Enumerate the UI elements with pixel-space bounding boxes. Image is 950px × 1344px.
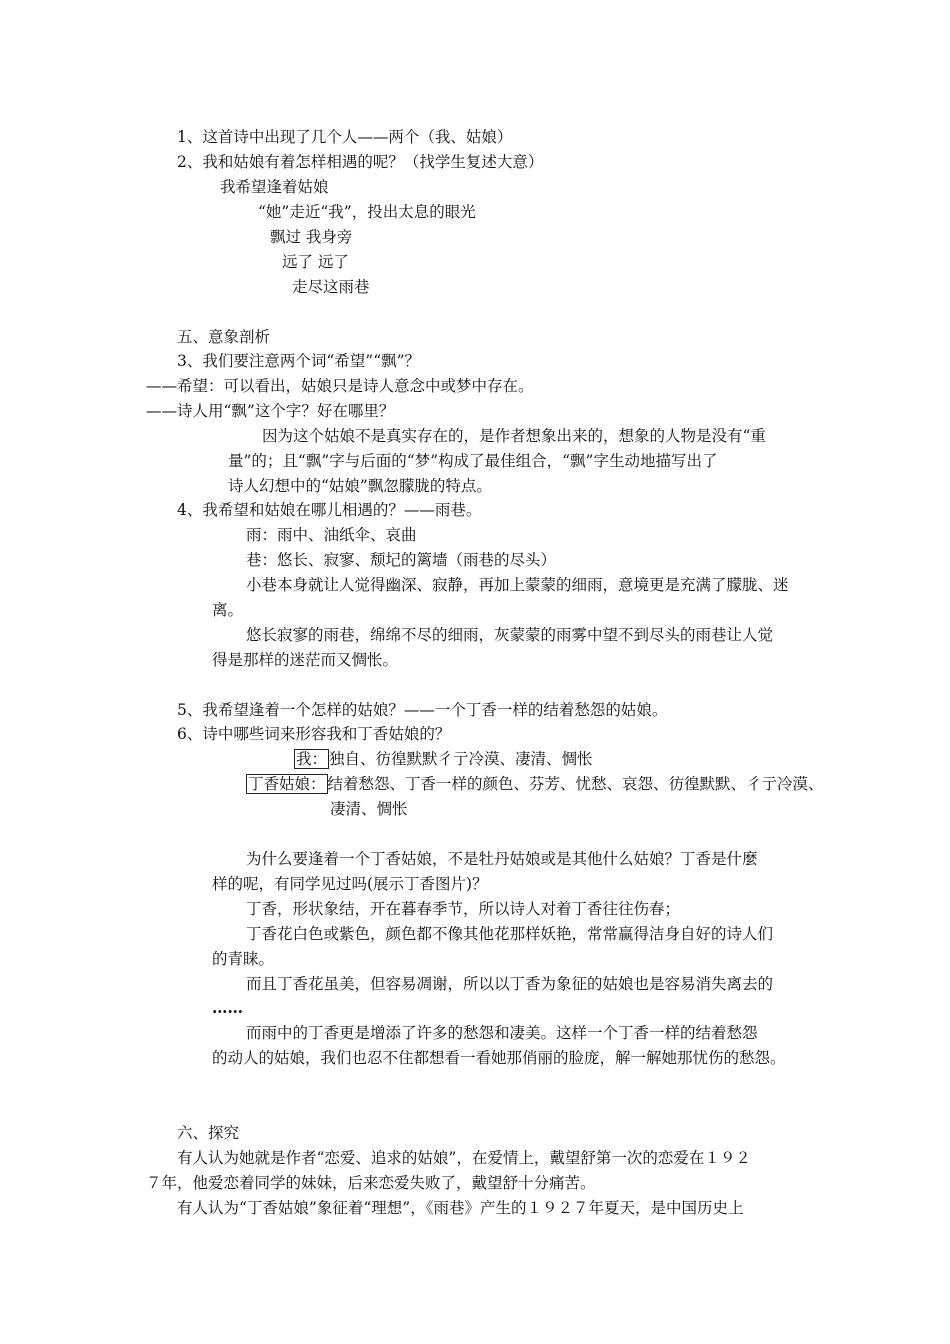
section-heading-6: 六、探究 xyxy=(177,1124,240,1142)
paragraph-line: 为什么要逢着一个丁香姑娘，不是牡丹姑娘或是其他什么姑娘？丁香是什麼 xyxy=(246,850,758,868)
paragraph-line: 丁香花白色或紫色，颜色都不像其他花那样妖艳，常常赢得洁身自好的诗人们 xyxy=(246,925,774,943)
paragraph-line: 离。 xyxy=(212,601,244,619)
descriptor-text: 结着愁怨、丁香一样的颜色、芬芳、忧愁、哀怨、彷徨默默、彳亍冷漠、 xyxy=(327,775,824,793)
paragraph-line: 而且丁香花虽美，但容易凋谢，所以以丁香为象征的姑娘也是容易消失离去的 xyxy=(246,975,774,993)
paragraph-line: 而雨中的丁香更是增添了许多的愁怨和凄美。这样一个丁香一样的结着愁怨 xyxy=(246,1024,758,1042)
paragraph-line: ７年，他爱恋着同学的妹妹，后来恋爱失败了，戴望舒十分痛苦。 xyxy=(146,1174,596,1192)
paragraph-line: 有人认为“丁香姑娘”象征着“理想”，《雨巷》产生的１９２７年夏天，是中国历史上 xyxy=(177,1199,744,1217)
boxed-label: 我： xyxy=(296,750,328,768)
poem-line: 远了 远了 xyxy=(282,253,349,271)
paragraph-line: 样的呢，有同学见过吗(展示丁香图片)？ xyxy=(212,875,488,893)
poem-line: 走尽这雨巷 xyxy=(292,278,370,296)
poem-line: 飘过 我身旁 xyxy=(270,228,353,246)
boxed-label: 丁香姑娘： xyxy=(248,775,326,793)
poem-line: “她”走近“我”，投出太息的眼光 xyxy=(258,203,476,221)
section-heading-5: 五、意象剖析 xyxy=(177,328,271,346)
descriptor-row-me xyxy=(294,749,593,769)
paragraph-line: 有人认为她就是作者“恋爱、追求的姑娘”，在爱情上，戴望舒第一次的恋爱在１９２ xyxy=(177,1149,751,1167)
paragraph-line: 悠长寂寥的雨巷，绵绵不尽的细雨，灰蒙蒙的雨雾中望不到尽头的雨巷让人觉 xyxy=(246,626,774,644)
paragraph-line: 小巷本身就让人觉得幽深、寂静，再加上蒙蒙的细雨，意境更是充满了朦胧、迷 xyxy=(246,576,789,594)
paragraph-line: 得是那样的迷茫而又惆怅。 xyxy=(212,651,399,669)
descriptor-text: 凄清、惆怅 xyxy=(330,800,408,818)
paragraph-line: 诗人幻想中的“姑娘”飘忽朦胧的特点。 xyxy=(228,477,492,495)
answer-line: ——希望：可以看出，姑娘只是诗人意念中或梦中存在。 xyxy=(146,377,534,395)
question-3: 3、我们要注意两个词“希望”“飘”？ xyxy=(177,352,421,370)
answer-line: ——诗人用“飘”这个字？好在哪里？ xyxy=(146,402,395,420)
list-item: 巷：悠长、寂寥、颓圮的篱墙（雨巷的尽头） xyxy=(246,551,557,569)
paragraph-line: 的青睐。 xyxy=(212,950,275,968)
paragraph-line: 的动人的姑娘，我们也忍不住都想看一看她那俏丽的脸庞，解一解她那忧伤的愁怨。 xyxy=(212,1049,786,1067)
list-item: 雨：雨中、油纸伞、哀曲 xyxy=(246,526,417,544)
question-2: 2、我和姑娘有着怎样相遇的呢？（找学生复述大意） xyxy=(177,153,544,171)
paragraph-line: 因为这个姑娘不是真实存在的，是作者想象出来的，想象的人物是没有“重 xyxy=(262,427,766,445)
descriptor-row-girl xyxy=(246,774,824,794)
descriptor-text: 独自、彷徨默默彳亍冷漠、凄清、惆怅 xyxy=(329,750,593,768)
question-5: 5、我希望逢着一个怎样的姑娘？——一个丁香一样的结着愁怨的姑娘。 xyxy=(177,701,668,719)
question-6: 6、诗中哪些词来形容我和丁香姑娘的？ xyxy=(177,725,451,743)
poem-line: 我希望逢着姑娘 xyxy=(220,178,329,196)
paragraph-line: 量”的；且“飘”字与后面的“梦”构成了最佳组合，“飘”字生动地描写出了 xyxy=(228,452,718,470)
ellipsis: …… xyxy=(212,998,243,1017)
question-4: 4、我希望和姑娘在哪儿相遇的？——雨巷。 xyxy=(177,501,482,519)
paragraph-line: 丁香，形状象结，开在暮春季节，所以诗人对着丁香往往伤春； xyxy=(246,900,681,918)
question-1: 1、这首诗中出现了几个人——两个（我、姑娘） xyxy=(177,128,513,146)
